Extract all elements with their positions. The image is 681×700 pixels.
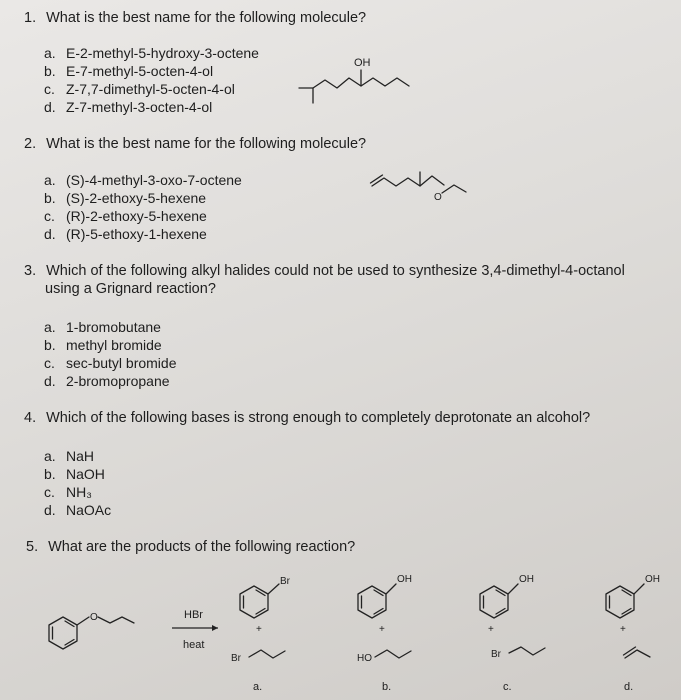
q5-a-plus: + bbox=[256, 624, 262, 635]
question-3-text-line-2: using a Grignard reaction? bbox=[45, 281, 216, 297]
question-3-number: 3. bbox=[24, 263, 37, 279]
option-text: (R)-5-ethoxy-1-hexene bbox=[66, 226, 207, 242]
question-4-number: 4. bbox=[24, 410, 37, 426]
option-letter: b. bbox=[44, 466, 56, 482]
q5-reactant-structure bbox=[49, 612, 134, 649]
option-letter: b. bbox=[44, 190, 56, 206]
option-letter: a. bbox=[44, 45, 56, 61]
q5-b-letter: b. bbox=[382, 681, 392, 693]
option-text: (S)-2-ethoxy-5-hexene bbox=[66, 190, 207, 206]
option-text: Z-7-methyl-3-octen-4-ol bbox=[66, 99, 213, 115]
question-5-text: What are the products of the following reaction? bbox=[48, 539, 356, 555]
q5-c-plus: + bbox=[488, 624, 494, 635]
option-text: (S)-4-methyl-3-oxo-7-octene bbox=[66, 172, 242, 188]
q5-reagent-label: HBr bbox=[184, 609, 203, 621]
q5-a-letter: a. bbox=[253, 681, 263, 693]
option-letter: a. bbox=[44, 172, 56, 188]
option-text: methyl bromide bbox=[66, 337, 162, 353]
q5-reactant-oxygen-label: O bbox=[90, 612, 98, 623]
option-letter: b. bbox=[44, 63, 56, 79]
option-letter: a. bbox=[44, 319, 56, 335]
q5-reaction-arrow-group bbox=[172, 609, 218, 651]
q5-d-top-label: OH bbox=[645, 574, 660, 585]
option-letter: c. bbox=[44, 208, 55, 224]
option-text: E-2-methyl-5-hydroxy-3-octene bbox=[66, 45, 259, 61]
q5-a-top-label: Br bbox=[280, 576, 290, 587]
q5-d-letter: d. bbox=[624, 681, 634, 693]
question-2-text: What is the best name for the following molecule? bbox=[46, 136, 367, 152]
q1-oh-label: OH bbox=[354, 57, 371, 69]
question-5-number: 5. bbox=[26, 539, 39, 555]
option-letter: d. bbox=[44, 226, 56, 242]
option-text: Z-7,7-dimethyl-5-octen-4-ol bbox=[66, 81, 235, 97]
option-text: NaH bbox=[66, 448, 95, 464]
q5-product-d bbox=[606, 574, 660, 693]
option-letter: a. bbox=[44, 448, 56, 464]
q5-a-bottom-label: Br bbox=[231, 653, 241, 664]
option-text: E-7-methyl-5-octen-4-ol bbox=[66, 63, 214, 79]
option-letter: d. bbox=[44, 373, 56, 389]
option-letter: d. bbox=[44, 99, 56, 115]
q5-c-bottom-label: Br bbox=[491, 649, 501, 660]
q5-d-plus: + bbox=[620, 624, 626, 635]
q5-b-plus: + bbox=[379, 624, 385, 635]
option-text: 2-bromopropane bbox=[66, 373, 170, 389]
q5-c-letter: c. bbox=[503, 681, 512, 693]
option-letter: c. bbox=[44, 355, 55, 371]
option-text: 1-bromobutane bbox=[66, 319, 161, 335]
option-text: sec-butyl bromide bbox=[66, 355, 177, 371]
question-2-number: 2. bbox=[24, 136, 37, 152]
q5-arrowhead bbox=[212, 625, 218, 631]
q5-product-c bbox=[480, 574, 545, 693]
q5-c-top-label: OH bbox=[519, 574, 534, 585]
option-text: NaOH bbox=[66, 466, 105, 482]
q5-condition-label: heat bbox=[183, 639, 205, 651]
option-letter: c. bbox=[44, 81, 55, 97]
option-text: NH₃ bbox=[66, 484, 92, 500]
q2-ether-oxygen-label: O bbox=[434, 192, 442, 203]
question-4-text: Which of the following bases is strong enough to completely deprotonate an alcohol? bbox=[46, 410, 591, 426]
option-text: NaOAc bbox=[66, 502, 112, 518]
q5-product-b bbox=[357, 574, 412, 693]
q5-product-a bbox=[231, 576, 291, 693]
q5-b-top-label: OH bbox=[397, 574, 412, 585]
q5-b-bottom-label: HO bbox=[357, 653, 372, 664]
question-1-text: What is the best name for the following molecule? bbox=[46, 10, 367, 26]
option-letter: b. bbox=[44, 337, 56, 353]
question-1-number: 1. bbox=[24, 10, 37, 26]
question-3-text-line-1: Which of the following alkyl halides could not be used to synthesize 3,4-dimethyl-4-octanol bbox=[46, 263, 625, 279]
option-letter: c. bbox=[44, 484, 55, 500]
option-text: (R)-2-ethoxy-5-hexene bbox=[66, 208, 207, 224]
option-letter: d. bbox=[44, 502, 56, 518]
